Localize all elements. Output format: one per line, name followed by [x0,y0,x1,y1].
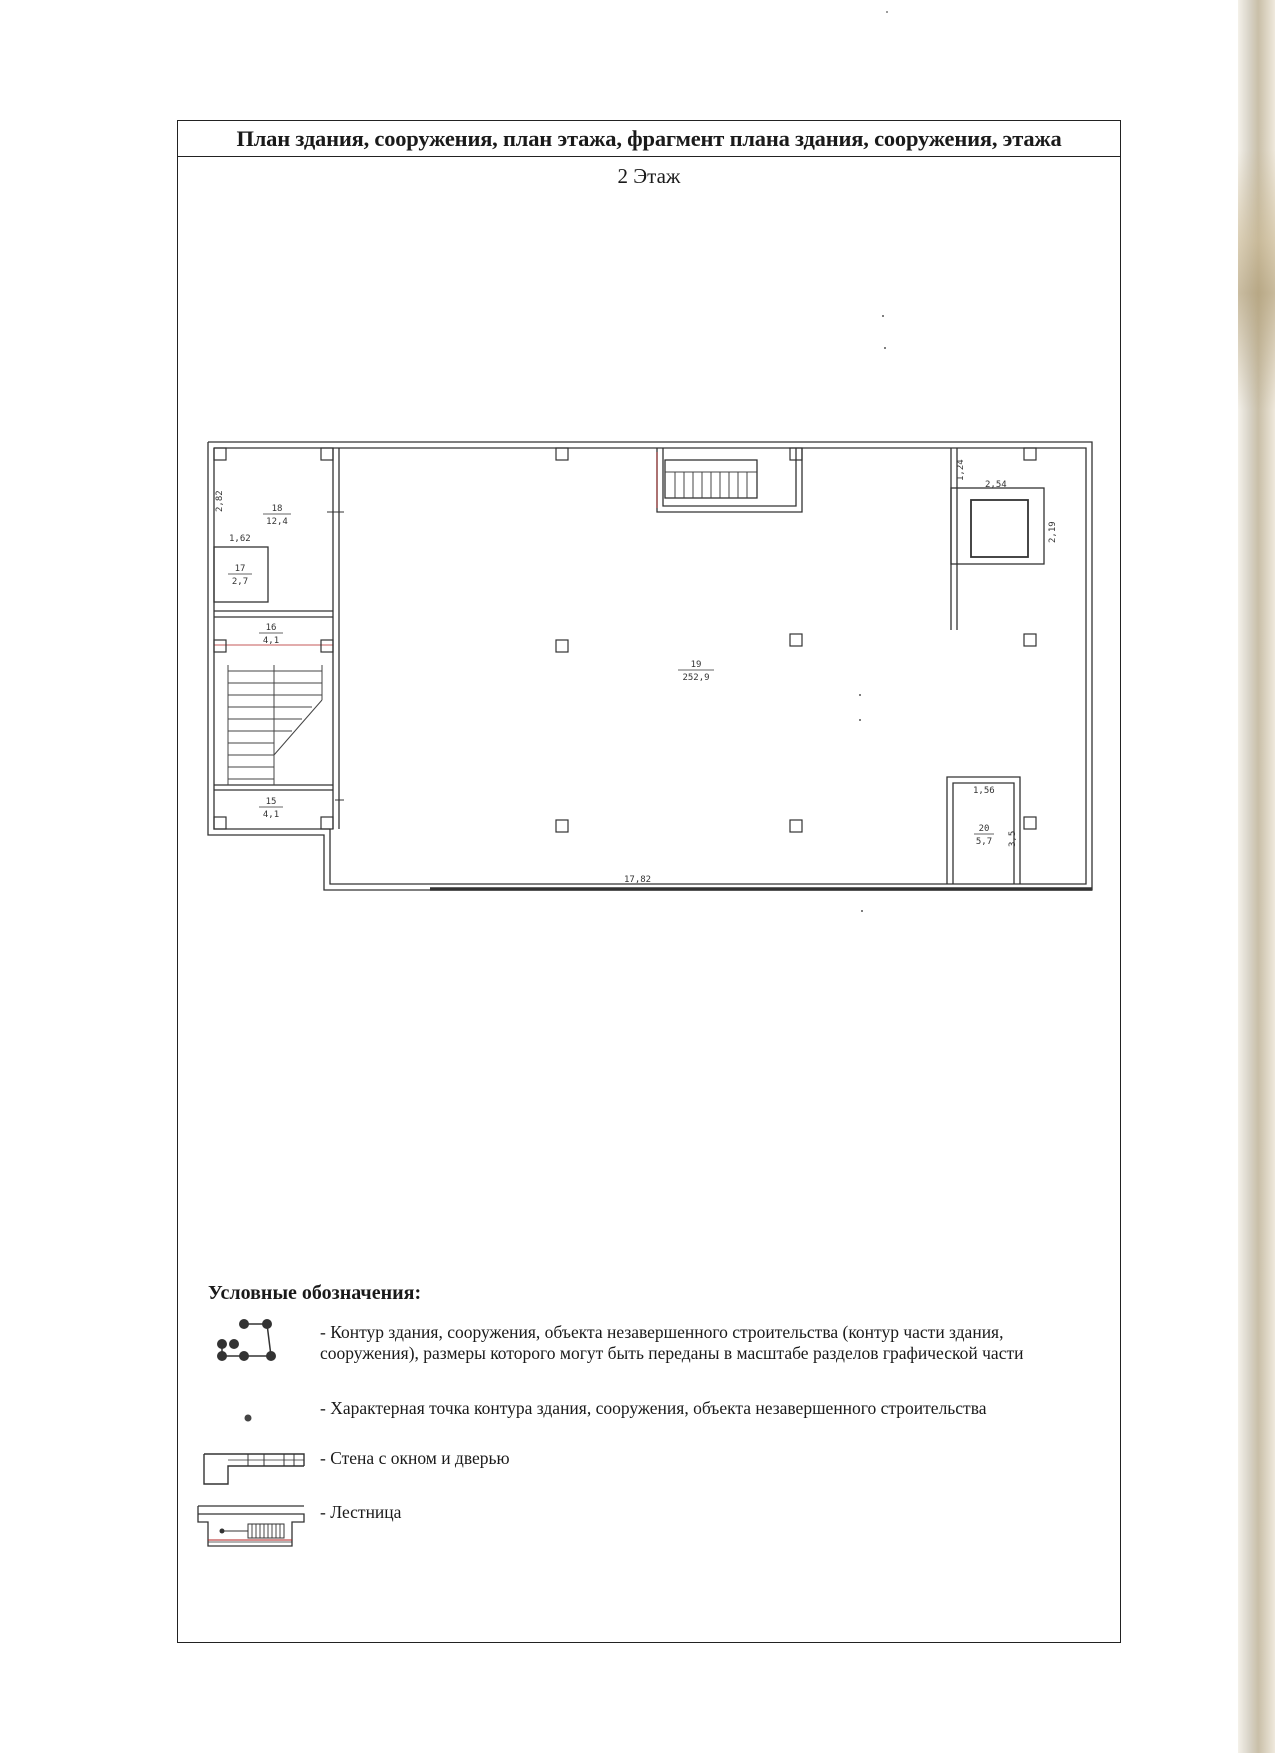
dimension-label: 2,19 [1048,521,1058,543]
dimension-label: 17,82 [624,875,652,885]
scan-edge-stain [1238,150,1275,410]
dimension-label: 2,82 [215,490,225,512]
legend-item-wall: - Стена с окном и дверью [320,1448,510,1468]
room-20-area: 5,7 [975,837,993,847]
legend-item-point: - Характерная точка контура здания, сооружения, объекта незавершенного строительства [320,1398,987,1418]
dimension-label: 3,5 [1008,830,1018,847]
room-15-area: 4,1 [262,810,280,820]
room-18-number: 18 [271,504,283,514]
room-17-number: 17 [234,564,246,574]
legend-title: Условные обозначения: [208,1282,422,1304]
legend-item-contour: - Контур здания, сооружения, объекта незавершенного строительства (контур части здания, сооружения), размеры которого могут быть переданы в масштабе разделов графической части [320,1322,1024,1363]
room-16-area: 4,1 [262,636,280,646]
room-18-area: 12,4 [266,517,288,527]
stairs-icon [196,1504,308,1548]
point-icon [242,1412,254,1424]
room-15-number: 15 [265,797,277,807]
room-19-number: 19 [690,660,702,670]
room-19-area: 252,9 [682,673,710,683]
sheet-header: План здания, сооружения, план этажа, фрагмент плана здания, сооружения, этажа [178,121,1120,157]
legend-item-stairs: - Лестница [320,1502,402,1522]
floor-title: 2 Этаж [617,164,681,188]
dimension-label: 1,24 [956,459,966,481]
contour-icon [214,1318,280,1364]
dimension-label: 1,56 [973,786,995,796]
dimension-label: 1,62 [229,534,251,544]
room-20-number: 20 [978,824,990,834]
room-16-number: 16 [265,623,277,633]
wall-window-door-icon [202,1452,306,1486]
dimension-label: 2,54 [985,480,1007,490]
room-17-area: 2,7 [231,577,249,587]
